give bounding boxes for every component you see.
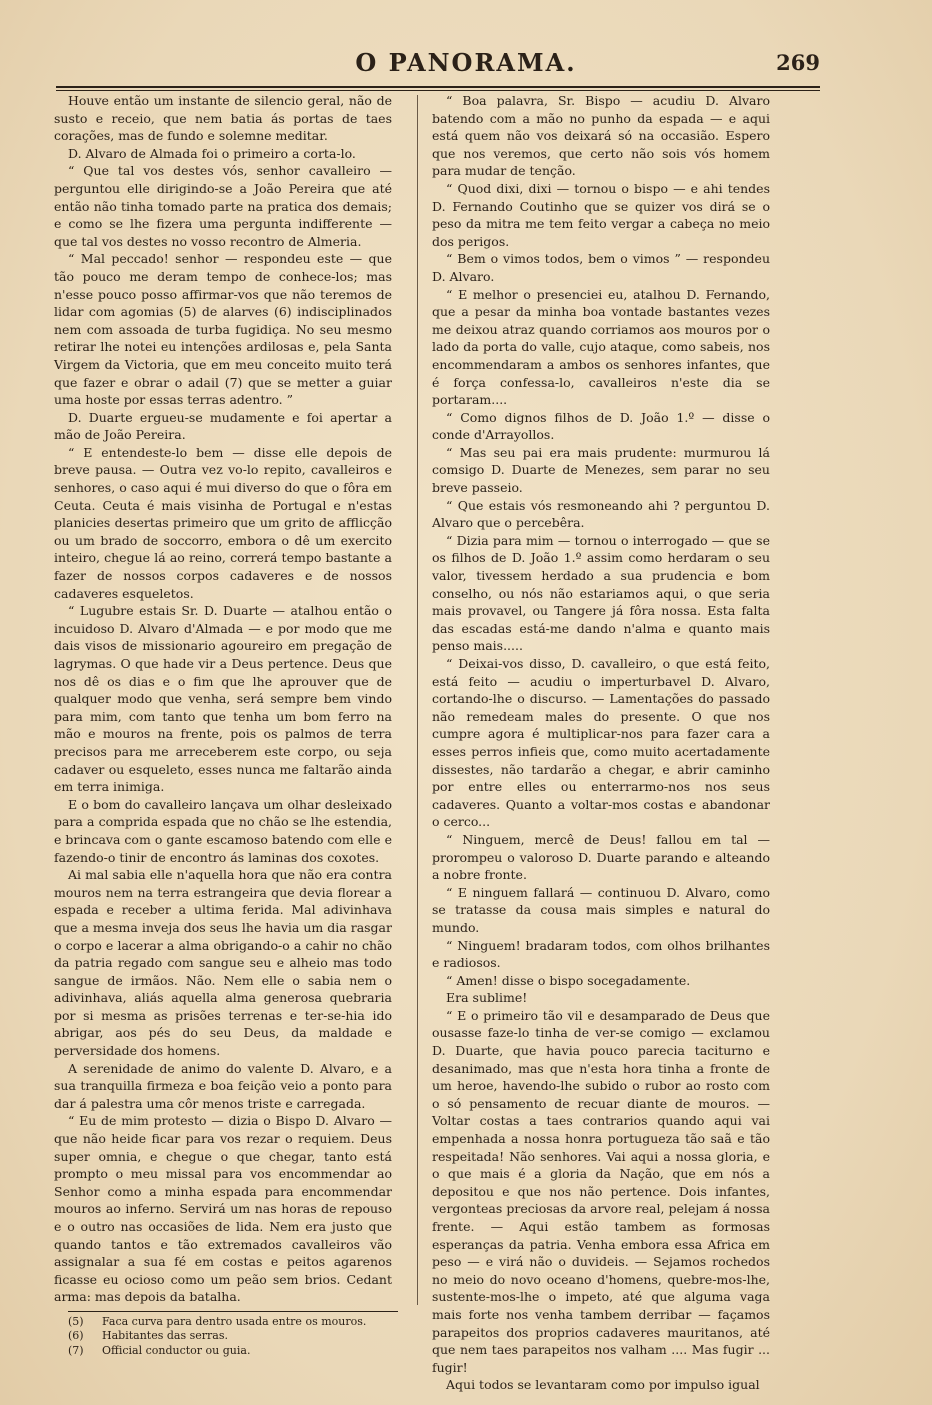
paragraph: “ Que estais vós resmoneando ahi ? perguntou D. Alvaro que o percebêra. [432,497,770,531]
footnotes [54,1315,392,1359]
paragraph: “ Como dignos filhos de D. João 1.º — disse o conde d'Arrayollos. [432,409,770,443]
left-paragraphs [54,92,392,1306]
paragraph: Ai mal sabia elle n'aquella hora que não era contra mouros nem na terra estrangeira que devia florear a espada e receber a ultima ferida. Mal adivinhava que a mesma inveja dos seus lhe havia um dia rasgar o corpo e lacerar a alma obrigando-o a cahir no chão da patria regado com sangue seu e alheio mas todo sangue de irmãos. Não. Nem elle o sabia nem o adivinhava, aliás aquella alma generosa quebraria por si mesma as prisões terrenas e ter-se-hia ido abrigar, aos pés do seu Deus, da maldade e perversidade dos homens. [54,867,392,1059]
paragraph: “ Deixai-vos disso, D. cavalleiro, o que está feito, está feito — acudiu o imperturbavel D. Alvaro, cortando-lhe o discurso. — Lamentações do passado não remedeam males do presente. O que nos cumpre agora é multiplicar-nos para fazer cara a esses perros infieis que, como muito acertadamente dissestes, não tardarão a chegar, e abrir caminho por entre elles ou enterrarmo-nos nos seus cadaveres. Quanto a voltar-mos costas e abandonar o cerco... [432,656,770,830]
footnote [68,1344,392,1359]
footnote-text: Faca curva para dentro usada entre os mouros. [102,1314,367,1328]
footnote-rule [68,1311,398,1312]
paragraph: D. Duarte ergueu-se mudamente e foi apertar a mão de João Pereira. [54,409,392,443]
paragraph: “ E melhor o presenciei eu, atalhou D. Fernando, que a pesar da minha boa vontade bastantes vezes me deixou atraz quando corriamos aos mouros por o lado da porta do valle, cujo ataque, como sabeis, nos encommendaram a ambos os senhores infantes, que é força confessa-lo, cavalleiros n'este dia se portaram.... [432,286,770,408]
paragraph: “ Boa palavra, Sr. Bispo — acudiu D. Alvaro batendo com a mão no punho da espada — e aqui está quem não vos deixará só na occasião. Espero que nos veremos, que certo não sois vós homem para mudar de tenção. [432,93,770,179]
footnote-number: (7) [68,1343,84,1357]
paragraph: “ Lugubre estais Sr. D. Duarte — atalhou então o incuidoso D. Alvaro d'Almada — e por modo que me dais visos de missionario agoureiro em pregação de lagrymas. O que hade vir a Deus pertence. Deus que nos dê os dias e o fim que lhe aprouver que de qualquer modo que venha, será sempre bem vindo para mim, com tanto que tenha um bom ferro na mão e mouros na frente, pois os palmos de terra precisos para me arreceberem este corpo, ou seja cadaver ou esqueleto, esses nunca me faltarão ainda em terra inimiga. [54,603,392,795]
footnote [68,1315,392,1330]
column-divider [417,95,418,1305]
masthead: O PANORAMA. [355,48,577,77]
paragraph: “ Ninguem, mercê de Deus! fallou em tal — prorompeu o valoroso D. Duarte parando e alteando a nobre fronte. [432,831,770,883]
paragraph: “ E o primeiro tão vil e desamparado de Deus que ousasse faze-lo tinha de ver-se comigo — exclamou D. Duarte, que havia pouco parecia taciturno e desanimado, mas que n'esta hora tinha a fronte de um heroe, havendo-lhe subido o rubor ao rosto com o só pensamento de recuar diante de mouros. — Voltar costas a taes contrarios quando aqui vai empenhada a nossa honra portugueza tão saã e tão respeitada! Não senhores. Vai aqui a nossa gloria, e o que mais é a gloria da Nação, que em nós a depositou e que nos não pertence. Dois infantes, vergonteas preciosas da arvore real, pelejam á nossa frente. — Aqui estão tambem as formosas esperanças da patria. Venha embora essa Africa em peso — e virá não o duvideis. — Sejamos rochedos no meio do novo oceano d'homens, quebre-mos-lhe, sustente-mos-lhe o impeto, até que alguma vaga mais forte nos venha tambem derribar — façamos parapeitos dos proprios cadaveres mauritanos, até que nem taes parapeitos nos valham .... Mas fugir ... fugir! [432,1007,770,1375]
right-column [432,92,770,1394]
paragraph: “ Eu de mim protesto — dizia o Bispo D. Alvaro — que não heide ficar para vos rezar o requiem. Deus super omnia, e chegue o que chegar, tanto está prompto o meu missal para vos encommendar ao Senhor como a minha espada para encommendar mouros ao inferno. Servirá um nas horas de repouso e o outro nas occasiões de lida. Nem era justo que quando tantos e tão extremados cavalleiros vão assignalar a sua fé em costas e peitos agarenos ficasse eu ocioso como um peão sem brios. Cedant arma: mas depois da batalha. [54,1113,392,1305]
paragraph: “ Dizia para mim — tornou o interrogado — que se os filhos de D. João 1.º assim como herdaram o seu valor, tivessem herdado a sua prudencia e bom conselho, ou nós não estariamos aqui, o que seria mais provavel, ou Tangere já fôra nossa. Esta falta das escadas está-me dando n'alma e quanto mais penso mais..... [432,532,770,654]
paragraph: Era sublime! [446,990,528,1006]
footnote-number: (5) [68,1314,84,1328]
footnote-text: Habitantes das serras. [102,1329,228,1343]
header-rule [56,86,820,88]
paragraph: “ E ninguem fallará — continuou D. Alvaro, como se tratasse da cousa mais simples e natural do mundo. [432,884,770,935]
paragraph: “ E entendeste-lo bem — disse elle depois de breve pausa. — Outra vez vo-lo repito, cavalleiros e senhores, o caso aqui é mui diverso do que o fôra em Ceuta. Ceuta é mais visinha de Portugal e n'estas planicies desertas primeiro que um grito de afflicção ou um brado de soccorro, embora o dê um exercito inteiro, chegue lá ao reino, correrá tempo bastante a fazer de nossos corpos cadaveres e de nossos cadaveres esqueletos. [54,444,392,601]
paragraph: “ Mas seu pai era mais prudente: murmurou lá comsigo D. Duarte de Menezes, sem parar no seu breve passeio. [432,444,770,496]
paragraph: Aqui todos se levantaram como por impulso igual [446,1377,760,1393]
paragraph: Houve então um instante de silencio geral, não de susto e receio, que nem batia ás portas de taes corações, mas de fundo e solemne meditar. [54,93,392,144]
left-column [54,92,392,1358]
right-paragraphs [432,92,770,1394]
running-head [0,46,932,86]
paragraph: “ Que tal vos destes vós, senhor cavalleiro — perguntou elle dirigindo-se a João Pereira que até então não tinha tomado parte na pratica dos demais; e como se lhe fizera uma pergunta indifferente — que tal vos destes no vosso recontro de Almeria. [54,163,392,249]
paragraph: D. Alvaro de Almada foi o primeiro a corta-lo. [68,145,356,161]
paragraph: “ Quod dixi, dixi — tornou o bispo — e ahi tendes D. Fernando Coutinho que se quizer vos dirá se o peso da mitra me tem feito vergar a cabeça no meio dos perigos. [432,180,770,249]
footnote-number: (6) [68,1329,84,1343]
paragraph: E o bom do cavalleiro lançava um olhar desleixado para a comprida espada que no chão se lhe estendia, e brincava com o gante escamoso batendo com elle e fazendo-o tinir de encontro ás laminas dos coxotes. [54,796,392,865]
footnote-text: Official conductor ou guia. [102,1343,251,1357]
paragraph: “ Amen! disse o bispo socegadamente. [446,972,691,988]
paragraph: A serenidade de animo do valente D. Alvaro, e a sua tranquilla firmeza e boa feição veio a ponto para dar á palestra uma côr menos triste e carregada. [54,1060,392,1111]
paragraph: “ Mal peccado! senhor — respondeu este — que tão pouco me deram tempo de conhece-los; mas n'esse pouco posso affirmar-vos que não teremos de lidar com agomias (5) de alarves (6) indisciplinados nem com assoada de turba fugidiça. No seu mesmo retirar lhe notei eu intenções ardilosas e, pela Santa Virgem da Victoria, que em meu conceito muito terá que fazer e obrar o adail (7) que se metter a guiar uma hoste por essas terras adentro. ” [54,251,392,408]
page-number: 269 [776,50,820,75]
paragraph: “ Ninguem! bradaram todos, com olhos brilhantes e radiosos. [432,937,770,971]
footnote [68,1329,392,1344]
paragraph: “ Bem o vimos todos, bem o vimos ” — respondeu D. Alvaro. [432,251,770,284]
